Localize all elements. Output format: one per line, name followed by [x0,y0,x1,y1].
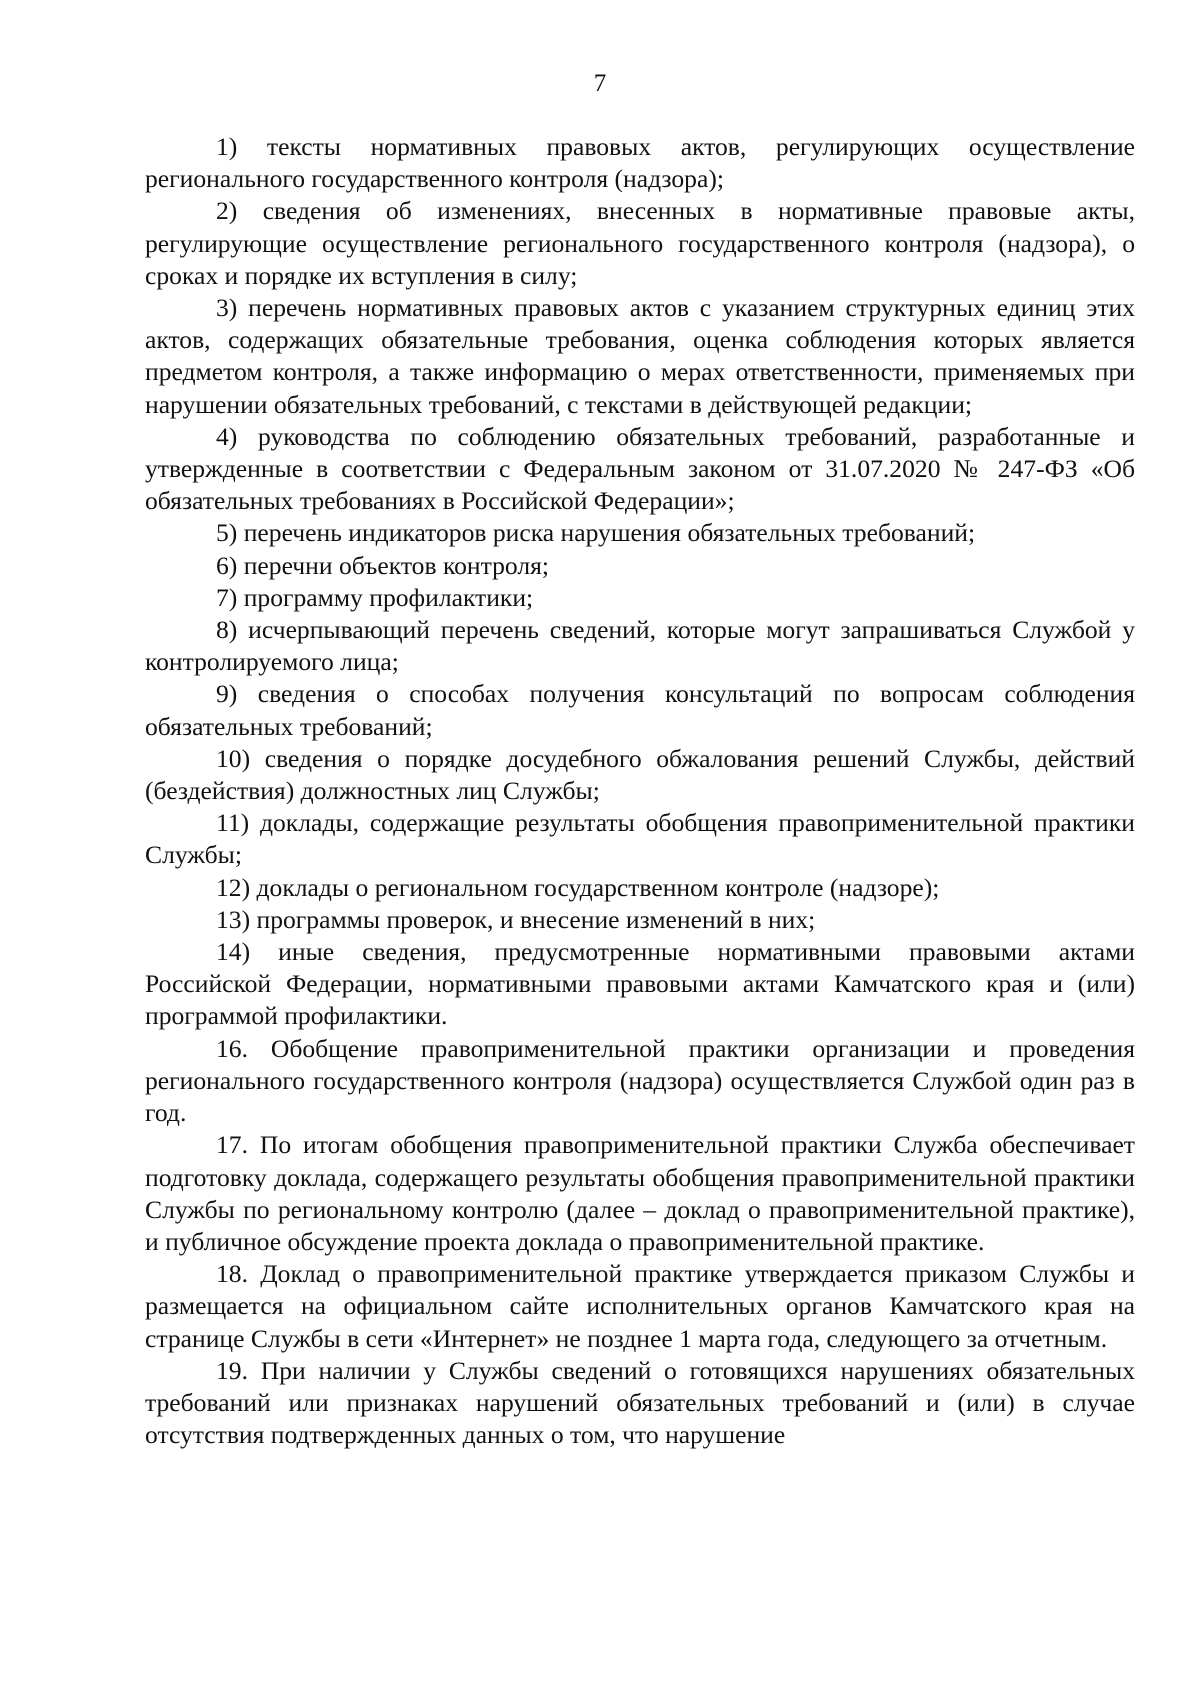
clause-16: 16. Обобщение правоприменительной практики организации и проведения регионального государственного контроля (надзора) осуществляется Службой один раз в год. [145,1033,1135,1128]
list-item-6: 6) перечни объектов контроля; [216,550,549,580]
clause-17: 17. По итогам обобщения правоприменительной практики Служба обеспечивает подготовку доклада, содержащего результаты обобщения правоприменительной практики Службы по региональному контролю (далее – доклад о правоприменительной практике), и публичное обсуждение проекта доклада о правоприменительной практике. [145,1130,1135,1256]
list-item-7: 7) программу профилактики; [216,582,534,612]
document-body [145,131,1135,1451]
list-item-13: 13) программы проверок, и внесение изменений в них; [216,904,816,934]
list-item-9: 9) сведения о способах получения консультаций по вопросам соблюдения обязательных требований; [145,679,1135,741]
list-item-10: 10) сведения о порядке досудебного обжалования решений Службы, действий (бездействия) должностных лиц Службы; [145,743,1135,806]
list-item-11: 11) доклады, содержащие результаты обобщения правоприменительной практики Службы; [145,808,1135,870]
list-item-12: 12) доклады о региональном государственном контроле (надзоре); [216,872,940,902]
list-item-5: 5) перечень индикаторов риска нарушения обязательных требований; [216,518,976,548]
clause-19: 19. При наличии у Службы сведений о готовящихся нарушениях обязательных требований или признаках нарушений обязательных требований и (или) в случае отсутствия подтвержденных данных о том, что нарушение [145,1355,1135,1450]
list-item-1: 1) тексты нормативных правовых актов, регулирующих осуществление регионального государственного контроля (надзора); [145,132,1135,194]
list-item-14: 14) иные сведения, предусмотренные нормативными правовыми актами Российской Федерации, нормативными правовыми актами Камчатского края и (или) программой профилактики. [145,937,1135,1031]
list-item-8: 8) исчерпывающий перечень сведений, которые могут запрашиваться Службой у контролируемого лица; [145,615,1135,677]
page-number: 7 [593,70,607,97]
list-item-3: 3) перечень нормативных правовых актов с указанием структурных единиц этих актов, содержащих обязательные требования, оценка соблюдения которых является предметом контроля, а также информацию о мерах ответственности, применяемых при нарушении обязательных требований, с текстами в действующей редакции; [145,293,1135,419]
list-item-4: 4) руководства по соблюдению обязательных требований, разработанные и утвержденные в соответствии с Федеральным законом от 31.07.2020 № 247-ФЗ «Об обязательных требованиях в Российской Федерации»; [145,421,1135,516]
list-item-2: 2) сведения об изменениях, внесенных в нормативные правовые акты, регулирующие осуществление регионального государственного контроля (надзора), о сроках и порядке их вступления в силу; [145,196,1135,290]
clause-18: 18. Доклад о правоприменительной практике утверждается приказом Службы и размещается на официальном сайте исполнительных органов Камчатского края на странице Службы в сети «Интернет» не позднее 1 марта года, следующего за отчетным. [145,1259,1135,1353]
